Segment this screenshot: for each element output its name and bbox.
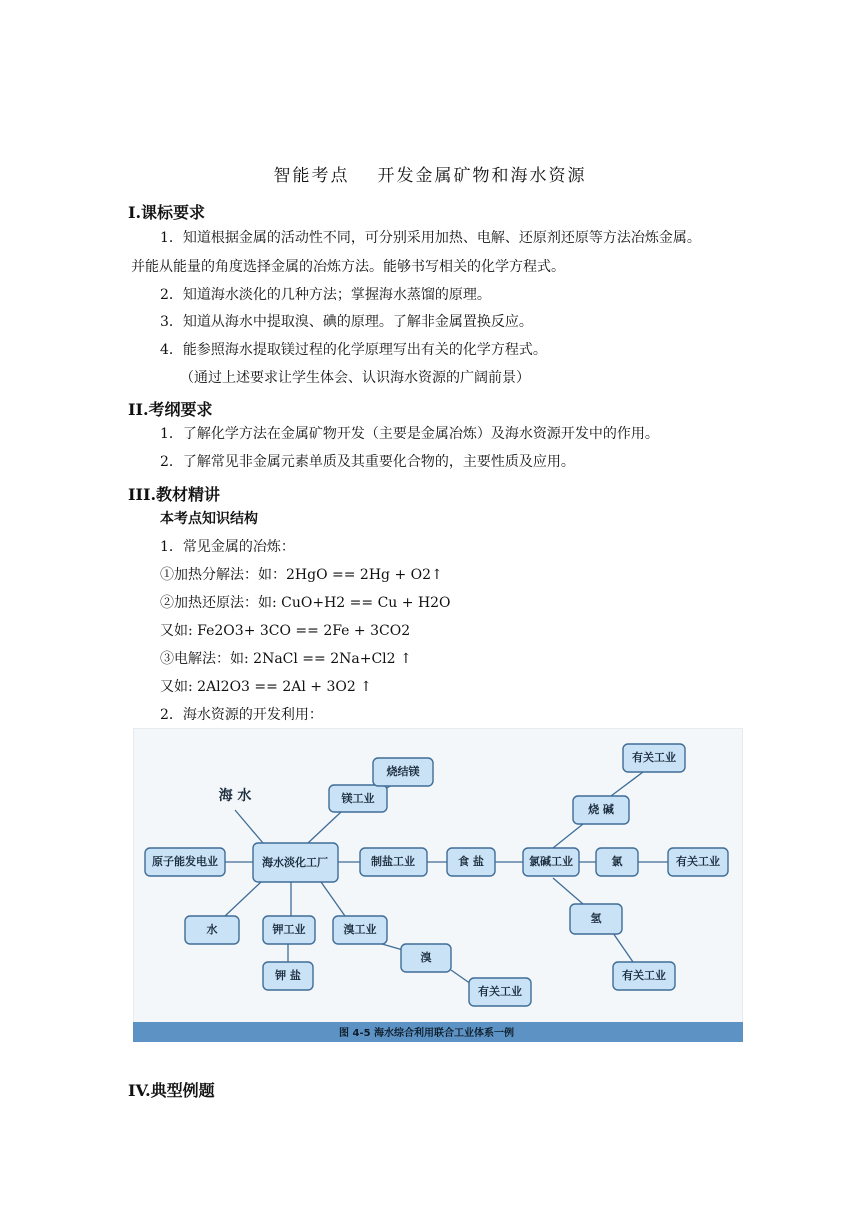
node-salt [447, 848, 495, 876]
node-magnesium [329, 785, 387, 812]
node-chlorine [596, 848, 638, 876]
node-water [185, 916, 239, 944]
section-heading-dianxing: IV.典型例题 [128, 1081, 215, 1100]
svg-text:溴: 溴 [420, 951, 432, 964]
section-heading-jiaocai: III.教材精讲 [128, 485, 221, 504]
node-potassium [263, 916, 315, 944]
node-factory [253, 843, 338, 882]
svg-text:镁工业: 镁工业 [341, 792, 375, 805]
svg-text:氢: 氢 [590, 912, 602, 925]
svg-text:水: 水 [206, 923, 218, 936]
jiaocai-line-1: 1．常见金属的冶炼： [160, 539, 295, 555]
jiaocai-line-2: ①加热分解法：如：2HgO == 2Hg + O2↑ [160, 567, 443, 583]
node-salt-ind [360, 848, 427, 876]
jiaocai-line-3: ②加热还原法：如: CuO+H2 == Cu + H2O [160, 595, 451, 611]
node-bromine [401, 944, 451, 972]
node-bromine-ind [333, 916, 387, 944]
section-heading-kaogang: II.考纲要求 [128, 400, 213, 419]
node-related1 [469, 978, 531, 1006]
node-related4 [613, 962, 675, 990]
kaogang-item-2: 2．了解常见非金属元素单质及其重要化合物的，主要性质及应用。 [160, 454, 575, 470]
node-hydrogen [570, 904, 622, 934]
node-sinter [373, 758, 433, 786]
svg-text:制盐工业: 制盐工业 [371, 855, 415, 868]
jiaocai-line-5: ③电解法：如: 2NaCl == 2Na+Cl2 ↑ [160, 651, 412, 667]
kebiao-note: （通过上述要求让学生体会、认识海水资源的广阔前景） [180, 370, 530, 386]
title-right: 开发金属矿物和海水资源 [377, 166, 587, 186]
node-caustic [573, 796, 629, 824]
jiaocai-line-7: 2．海水资源的开发利用： [160, 707, 323, 723]
svg-text:烧结镁: 烧结镁 [386, 765, 420, 778]
svg-text:原子能发电业: 原子能发电业 [152, 855, 218, 868]
seawater-industry-figure [133, 728, 743, 1042]
svg-text:溴工业: 溴工业 [343, 923, 377, 936]
jiaocai-subhead: 本考点知识结构 [160, 511, 258, 527]
svg-text:氯碱工业: 氯碱工业 [529, 855, 573, 868]
svg-text:有关工业: 有关工业 [622, 969, 666, 982]
page-title [0, 161, 860, 186]
svg-text:烧 碱: 烧 碱 [588, 803, 614, 816]
node-nuclear [145, 848, 225, 876]
svg-text:钾工业: 钾工业 [272, 923, 306, 936]
kebiao-item-4: 4．能参照海水提取镁过程的化学原理写出有关的化学方程式。 [160, 342, 547, 358]
svg-text:氯: 氯 [611, 855, 623, 868]
kebiao-item-1-line-2: 并能从能量的角度选择金属的冶炼方法。能够书写相关的化学方程式。 [131, 259, 565, 275]
node-related3 [668, 848, 728, 876]
node-chloralkali [523, 848, 579, 876]
kebiao-item-1-line-1: 1．知道根据金属的活动性不同，可分别采用加热、电解、还原剂还原等方法冶炼金属。 [160, 230, 701, 246]
jiaocai-line-4: 又如: Fe2O3+ 3CO == 2Fe + 3CO2 [160, 623, 411, 639]
jiaocai-line-6: 又如: 2Al2O3 == 2Al + 3O2 ↑ [160, 679, 372, 695]
figure-caption: 图 4-5 海水综合利用联合工业体系一例 [339, 1028, 515, 1039]
title-left: 智能考点 [273, 166, 350, 186]
kebiao-item-2: 2．知道海水淡化的几种方法；掌握海水蒸馏的原理。 [160, 287, 491, 303]
haishui-label: 海 水 [218, 788, 252, 804]
kebiao-item-3: 3．知道从海水中提取溴、碘的原理。了解非金属置换反应。 [160, 314, 533, 330]
kaogang-item-1: 1．了解化学方法在金属矿物开发（主要是金属冶炼）及海水资源开发中的作用。 [160, 426, 659, 442]
node-potash [263, 962, 313, 990]
seawater-industry-diagram [133, 728, 743, 1042]
svg-text:食 盐: 食 盐 [458, 855, 484, 868]
svg-text:钾 盐: 钾 盐 [275, 969, 301, 982]
svg-text:海水淡化工厂: 海水淡化工厂 [262, 856, 328, 869]
svg-text:有关工业: 有关工业 [478, 985, 522, 998]
svg-text:有关工业: 有关工业 [632, 751, 676, 764]
svg-text:有关工业: 有关工业 [676, 855, 720, 868]
section-heading-kebiao: I.课标要求 [128, 203, 206, 222]
node-related2 [623, 744, 685, 772]
